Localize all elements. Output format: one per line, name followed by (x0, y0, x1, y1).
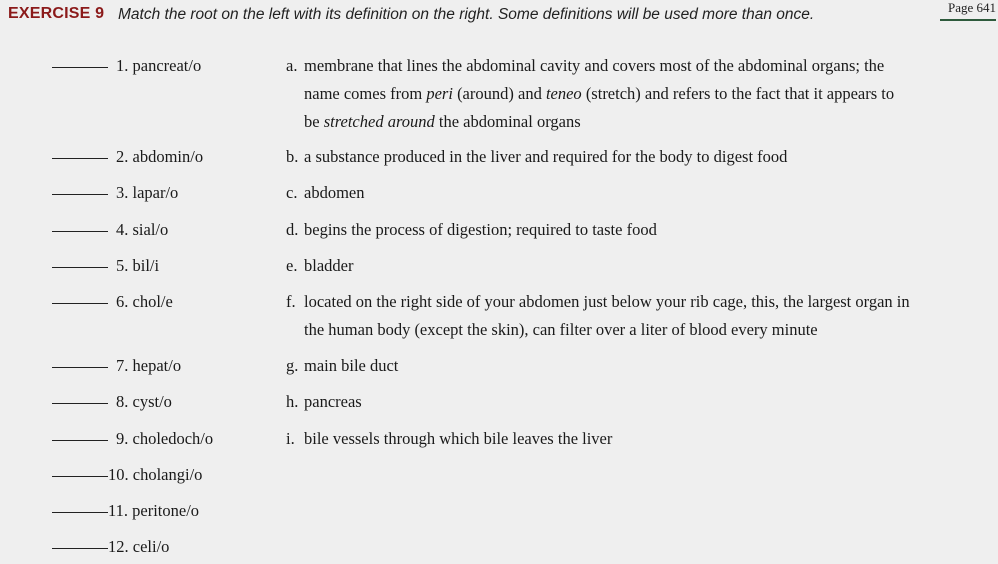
definition-letter: b. (286, 147, 299, 166)
definition-letter: a. (286, 56, 298, 75)
italic-term: peri (426, 84, 453, 103)
answer-blank[interactable] (52, 194, 108, 195)
definition-letter: g. (286, 356, 299, 375)
root-item (52, 146, 203, 168)
root-label: 12. celi/o (108, 537, 170, 556)
text-fragment: (stretch) and refers to the fact that it appears to (581, 84, 895, 103)
answer-blank[interactable] (52, 548, 108, 549)
text-fragment: name comes from (304, 84, 427, 103)
root-label: 1. pancreat/o (116, 56, 202, 75)
definition-text: bladder (304, 256, 354, 275)
definition-letter: i. (286, 429, 295, 448)
definition-text: membrane that lines the abdominal cavity and covers most of the abdominal organs; the (304, 56, 885, 75)
definition-continuation (286, 108, 998, 136)
root-label: 3. lapar/o (116, 183, 179, 202)
definition-h (286, 388, 998, 416)
definition-letter: d. (286, 220, 299, 239)
root-item (52, 464, 202, 486)
definition-i (286, 425, 998, 453)
definition-text: abdomen (304, 183, 365, 202)
text-fragment: the abdominal organs (434, 112, 581, 131)
page-number: Page 641 (940, 0, 996, 21)
root-item (52, 255, 159, 277)
definition-text: begins the process of digestion; required to taste food (304, 220, 657, 239)
root-label: 8. cyst/o (116, 392, 172, 411)
definition-continuation: the human body (except the skin), can filter over a liter of blood every minute (304, 320, 818, 339)
root-label: 11. peritone/o (108, 501, 200, 520)
root-item (52, 500, 199, 522)
root-item (52, 182, 178, 204)
answer-blank[interactable] (52, 403, 108, 404)
definition-letter: h. (286, 392, 299, 411)
text-fragment: be (304, 112, 324, 131)
answer-blank[interactable] (52, 231, 108, 232)
answer-blank[interactable] (52, 267, 108, 268)
root-item (52, 219, 168, 241)
answer-blank[interactable] (52, 512, 108, 513)
definition-continuation (286, 80, 998, 108)
root-label: 4. sial/o (116, 220, 169, 239)
root-item (52, 428, 213, 450)
answer-blank[interactable] (52, 476, 108, 477)
answer-blank[interactable] (52, 303, 108, 304)
exercise-title: EXERCISE 9 (8, 5, 105, 22)
text-fragment: (around) and (452, 84, 546, 103)
root-item (52, 391, 172, 413)
italic-term: teneo (545, 84, 582, 103)
italic-term: stretched around (323, 112, 435, 131)
definition-f (286, 288, 998, 344)
definition-text: located on the right side of your abdomen just below your rib cage, this, the largest organ in (304, 292, 910, 311)
root-label: 9. choledoch/o (116, 429, 214, 448)
root-label: 5. bil/i (116, 256, 160, 275)
definition-text: bile vessels through which bile leaves the liver (304, 429, 613, 448)
root-label: 7. hepat/o (116, 356, 182, 375)
definition-letter: c. (286, 183, 298, 202)
definition-b (286, 143, 998, 171)
definition-letter: f. (286, 292, 296, 311)
root-item (52, 536, 169, 558)
definition-e (286, 252, 998, 280)
definition-letter: e. (286, 256, 298, 275)
root-item (52, 355, 181, 377)
exercise-instructions: Match the root on the left with its definition on the right. Some definitions will be used more than once. (118, 6, 815, 23)
root-label: 2. abdomin/o (116, 147, 204, 166)
definition-g (286, 352, 998, 380)
answer-blank[interactable] (52, 158, 108, 159)
definition-a (286, 52, 998, 136)
definition-c (286, 179, 998, 207)
answer-blank[interactable] (52, 67, 108, 68)
root-label: 6. chol/e (116, 292, 173, 311)
root-item (52, 55, 201, 77)
definition-text: pancreas (304, 392, 362, 411)
answer-blank[interactable] (52, 367, 108, 368)
answer-blank[interactable] (52, 440, 108, 441)
definition-text: a substance produced in the liver and required for the body to digest food (304, 147, 788, 166)
root-item (52, 291, 173, 313)
definition-d (286, 216, 998, 244)
root-label: 10. cholangi/o (108, 465, 203, 484)
definition-text: main bile duct (304, 356, 399, 375)
